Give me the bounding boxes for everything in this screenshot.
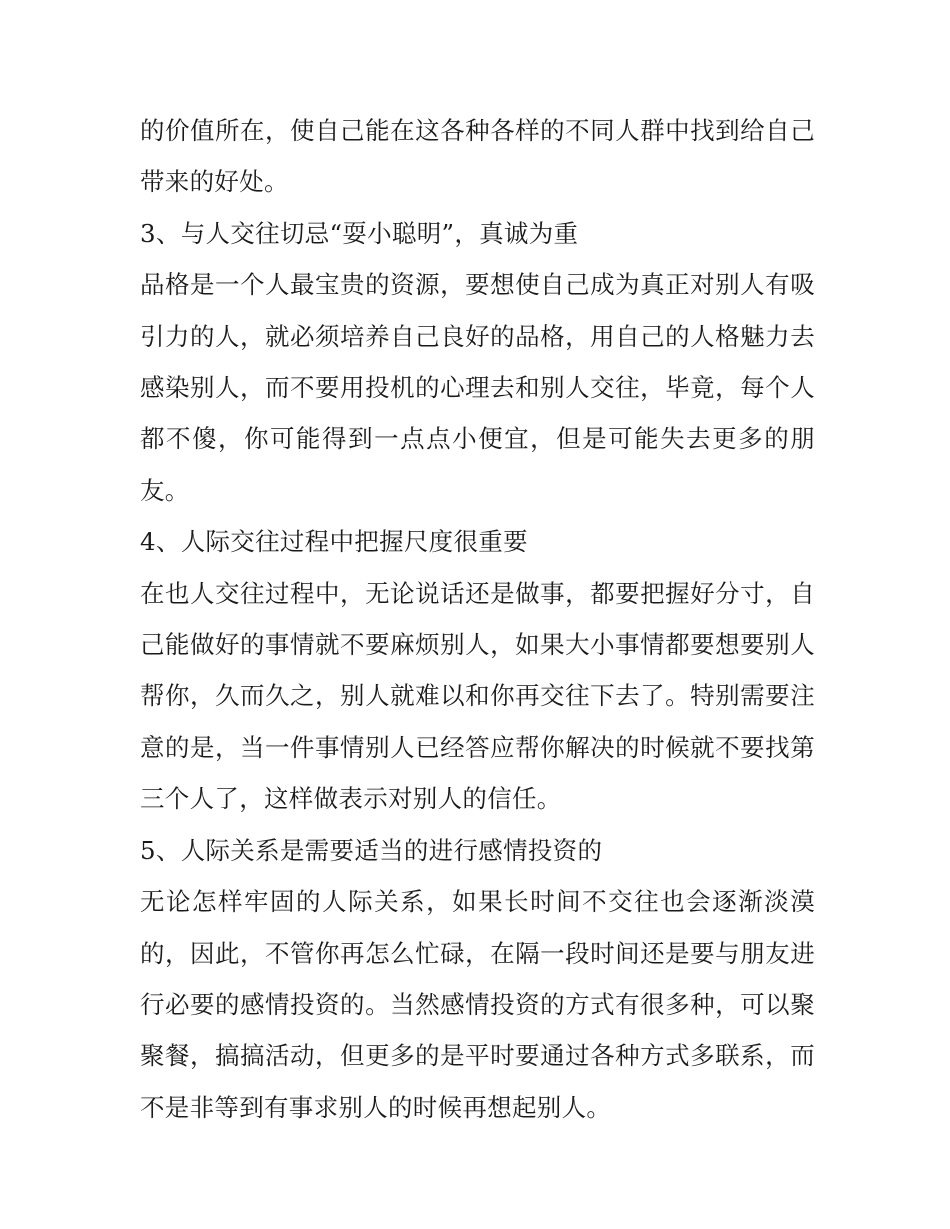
paragraph-continuation: 的价值所在，使自己能在这各种各样的不同人群中找到给自己带来的好处。 [140,116,815,197]
section-heading-3: 3、与人交往切忌“耍小聪明”，真诚为重 [140,218,579,248]
section-heading-4: 4、人际交往过程中把握尺度很重要 [140,527,528,557]
paragraph-section-5: 无论怎样牢固的人际关系，如果长时间不交往也会逐渐淡漠的，因此，不管你再怎么忙碌，在隔一段时间还是要与朋友进行必要的感情投资的。当然感情投资的方式有很多种，可以聚聚餐，搞搞活动，但更多的是平时要通过各种方式多联系，而不是非等到有事求别人的时候再想起别人。 [140,887,815,1122]
paragraph-section-3: 品格是一个人最宝贵的资源，要想使自己成为真正对别人有吸引力的人，就必须培养自己良好的品格，用自己的人格魅力去感染别人，而不要用投机的心理去和别人交往，毕竟，每个人都不傻，你可能得到一点点小便宜，但是可能失去更多的朋友。 [140,270,815,505]
section-heading-5: 5、人际关系是需要适当的进行感情投资的 [140,835,603,865]
document-body [140,105,815,1133]
paragraph-section-4: 在也人交往过程中，无论说话还是做事，都要把握好分寸，自己能做好的事情就不要麻烦别人，如果大小事情都要想要别人帮你，久而久之，别人就难以和你再交往下去了。特别需要注意的是，当一件事情别人已经答应帮你解决的时候就不要找第三个人了，这样做表示对别人的信任。 [140,578,815,814]
